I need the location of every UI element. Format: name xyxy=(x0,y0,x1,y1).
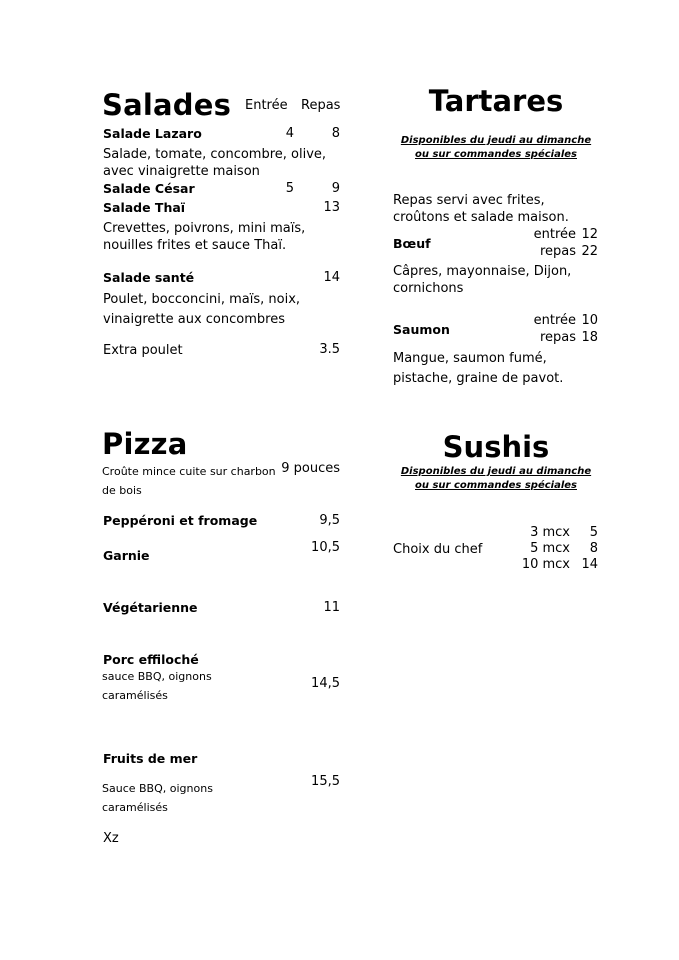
pizza-vegetarienne-price: 11 xyxy=(323,600,340,615)
salade-thai-repas: 13 xyxy=(323,200,340,215)
pizza-garnie-price: 10,5 xyxy=(311,540,340,555)
salade-thai-name: Salade Thaï xyxy=(103,200,186,215)
salade-sante-repas: 14 xyxy=(323,270,340,285)
tartare-boeuf-name: Bœuf xyxy=(393,236,431,251)
sushis-title: Sushis xyxy=(442,430,550,464)
pizza-pepperoni-name: Peppéroni et fromage xyxy=(103,513,258,528)
salade-cesar-name: Salade César xyxy=(103,181,195,196)
sushis-item-name: Choix du chef xyxy=(393,542,483,557)
tartare-saumon-desc: Mangue, saumon fumé, pistache, graine de pavot. xyxy=(393,351,564,386)
salade-lazaro-desc: Salade, tomate, concombre, olive, avec vinaigrette maison xyxy=(103,147,327,179)
sushis-notice: Disponibles du jeudi au dimanche ou sur commandes spéciales xyxy=(400,466,592,491)
pizza-vegetarienne-name: Végétarienne xyxy=(103,600,198,615)
pizza-fruits-de-mer-desc: Sauce BBQ, oignons caramélisés xyxy=(102,782,213,814)
sushis-option-qty: 10 mcx xyxy=(521,557,570,572)
tartare-boeuf-entree-label: entrée xyxy=(533,227,576,242)
salades-col-entree: Entrée xyxy=(245,98,288,113)
extra-poulet-name: Extra poulet xyxy=(103,343,183,358)
salade-sante-name: Salade santé xyxy=(103,270,195,285)
tartares-intro: Repas servi avec frites, croûtons et salade maison. xyxy=(393,193,569,225)
pizza-title: Pizza xyxy=(102,427,188,461)
pizza-porc-desc: sauce BBQ, oignons caramélisés xyxy=(102,670,212,702)
salade-cesar-repas: 9 xyxy=(331,181,340,196)
tartares-notice: Disponibles du jeudi au dimanche ou sur commandes spéciales xyxy=(400,135,592,160)
sushis-option-qty: 3 mcx xyxy=(530,525,570,540)
pizza-porc-name: Porc effiloché xyxy=(103,652,199,667)
pizza-pepperoni-price: 9,5 xyxy=(319,513,340,528)
salade-lazaro-repas: 8 xyxy=(331,126,340,141)
pizza-subtitle: Croûte mince cuite sur charbon de bois xyxy=(102,465,276,497)
tartares-title: Tartares xyxy=(428,84,564,118)
pizza-garnie-name: Garnie xyxy=(103,548,150,563)
pizza-porc-price: 14,5 xyxy=(311,676,340,691)
tartare-boeuf-repas: 22 xyxy=(581,244,598,259)
tartare-boeuf-repas-label: repas xyxy=(539,244,576,259)
tartare-boeuf-entree: 12 xyxy=(581,227,598,242)
salade-lazaro-name: Salade Lazaro xyxy=(103,126,202,141)
tartare-boeuf-desc: Câpres, mayonnaise, Dijon, cornichons xyxy=(393,264,572,296)
salade-lazaro-entree: 4 xyxy=(285,126,294,141)
sushis-option-price: 5 xyxy=(589,525,598,540)
pizza-fruits-de-mer-price: 15,5 xyxy=(311,774,340,789)
tartare-saumon-repas: 18 xyxy=(581,330,598,345)
pizza-size: 9 pouces xyxy=(281,461,340,476)
sushis-option-qty: 5 mcx xyxy=(530,541,570,556)
salade-thai-desc: Crevettes, poivrons, mini maïs, nouilles frites et sauce Thaï. xyxy=(103,221,306,253)
salades-title: Salades xyxy=(102,88,232,122)
pizza-fruits-de-mer-name: Fruits de mer xyxy=(103,751,198,766)
salade-sante-desc: Poulet, bocconcini, maïs, noix, vinaigrette aux concombres xyxy=(103,292,301,327)
extra-poulet-price: 3.5 xyxy=(319,342,340,357)
salade-cesar-entree: 5 xyxy=(285,181,294,196)
salades-col-repas: Repas xyxy=(301,98,341,113)
tartare-saumon-entree-label: entrée xyxy=(533,313,576,328)
tartare-saumon-repas-label: repas xyxy=(539,330,576,345)
sushis-option-price: 8 xyxy=(589,541,598,556)
sushis-option-price: 14 xyxy=(581,557,598,572)
pizza-footer: Xz xyxy=(103,831,119,846)
tartare-saumon-entree: 10 xyxy=(581,313,598,328)
tartare-saumon-name: Saumon xyxy=(393,322,450,337)
